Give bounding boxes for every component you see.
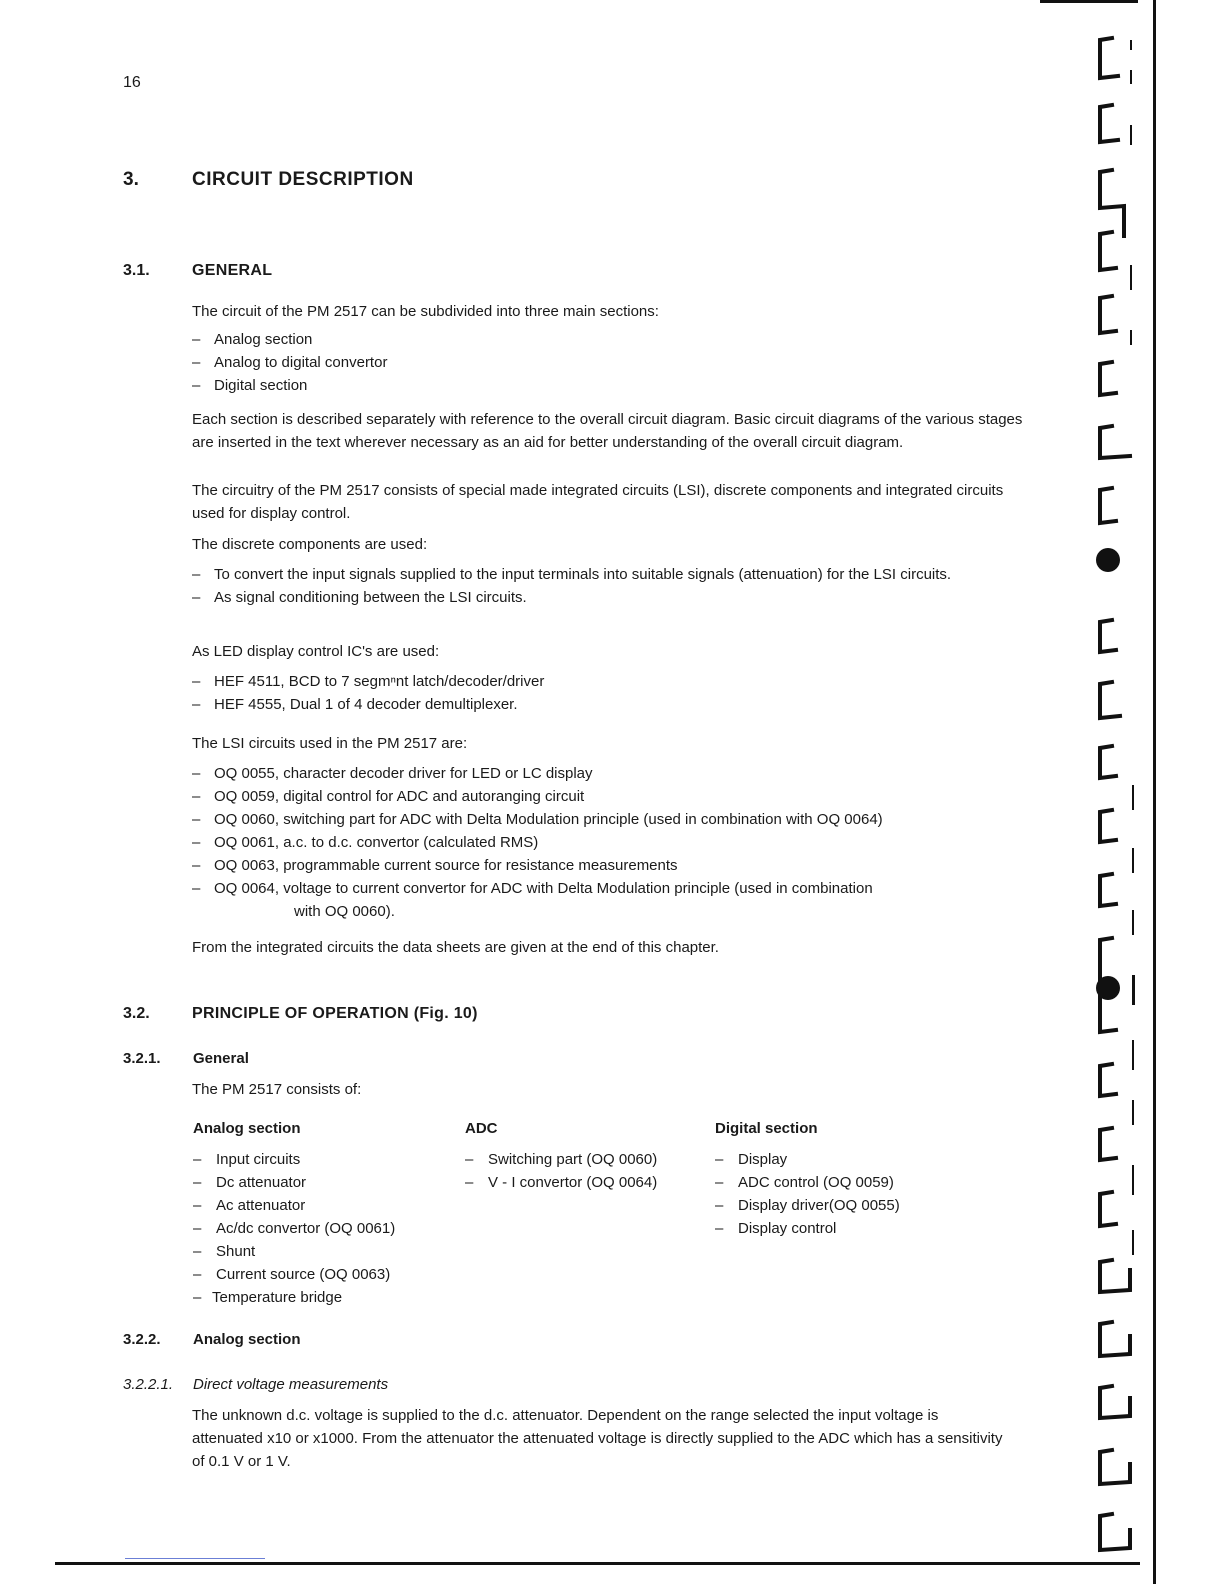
list-item: – As signal conditioning between the LSI circuits. xyxy=(192,589,527,606)
main-sections-list xyxy=(192,328,1032,397)
list-item: – Shunt xyxy=(193,1243,256,1260)
list-item: – Analog section xyxy=(192,331,313,348)
list-item: – Analog to digital convertor xyxy=(192,354,388,371)
discrete-intro: The discrete components are used: xyxy=(192,536,428,553)
list-item: – OQ 0055, character decoder driver for LED or LC display xyxy=(192,765,593,782)
list-item: – OQ 0059, digital control for ADC and autoranging circuit xyxy=(192,788,585,805)
column-heading: Analog section xyxy=(193,1120,301,1137)
discrete-list xyxy=(192,563,992,609)
list-item: – Input circuits xyxy=(193,1151,301,1168)
list-item: – Ac/dc convertor (OQ 0061) xyxy=(193,1220,396,1237)
column-adc xyxy=(465,1117,705,1194)
subsection-title-general: General xyxy=(193,1050,249,1067)
section-title-principle: PRINCIPLE OF OPERATION (Fig. 10) xyxy=(192,1005,478,1022)
page-number: 16 xyxy=(123,74,141,91)
consists-of-intro: The PM 2517 consists of: xyxy=(192,1081,362,1098)
list-item: – HEF 4511, BCD to 7 segmⁿnt latch/decoder/driver xyxy=(192,673,545,690)
spiral-binding xyxy=(1090,0,1224,1584)
chapter-title: CIRCUIT DESCRIPTION xyxy=(192,169,414,190)
general-closing: From the integrated circuits the data sheets are given at the end of this chapter. xyxy=(192,939,719,956)
chapter-number: 3. xyxy=(123,169,139,190)
list-item: – Dc attenuator xyxy=(193,1174,307,1191)
bottom-edge-rule xyxy=(55,1562,1140,1565)
list-item: – Current source (OQ 0063) xyxy=(193,1266,391,1283)
section-number-principle: 3.2. xyxy=(123,1005,150,1022)
list-item: – Display driver(OQ 0055) xyxy=(715,1197,900,1214)
subsection-number-analog: 3.2.2. xyxy=(123,1331,161,1348)
led-intro: As LED display control IC's are used: xyxy=(192,643,440,660)
section-number-general: 3.1. xyxy=(123,262,150,279)
direct-voltage-paragraph: The unknown d.c. voltage is supplied to the d.c. attenuator. Dependent on the range selected the input voltage is attenuated x10 or x1000. From the attenuator the attenuated voltage is directly supplied to the ADC which has a sensitivity of 0.1 V or 1 V. xyxy=(192,1407,1003,1470)
list-item: – OQ 0064, voltage to current convertor for ADC with Delta Modulation principle (used in combination with OQ 0060). xyxy=(192,880,873,920)
column-heading: Digital section xyxy=(715,1120,818,1137)
list-item: – Temperature bridge xyxy=(193,1289,343,1306)
general-paragraph-1: Each section is described separately with reference to the overall circuit diagram. Basic circuit diagrams of the various stages are inserted in the text wherever necessary as an aid for better understanding of the overall circuit diagram. xyxy=(192,411,1023,451)
list-item: – Ac attenuator xyxy=(193,1197,306,1214)
list-item: – OQ 0060, switching part for ADC with Delta Modulation principle (used in combination with OQ 0064) xyxy=(192,811,883,828)
list-item: – OQ 0063, programmable current source for resistance measurements xyxy=(192,857,678,874)
list-item: – V - I convertor (OQ 0064) xyxy=(465,1174,658,1191)
list-item: – OQ 0061, a.c. to d.c. convertor (calculated RMS) xyxy=(192,834,539,851)
column-heading: ADC xyxy=(465,1120,498,1137)
led-list xyxy=(192,670,1032,716)
list-item: – Display control xyxy=(715,1220,837,1237)
bottom-blue-mark xyxy=(125,1558,265,1559)
subsubsection-number-dv: 3.2.2.1. xyxy=(123,1376,174,1393)
column-analog-section xyxy=(193,1117,453,1309)
lsi-intro: The LSI circuits used in the PM 2517 are: xyxy=(192,735,468,752)
list-item: – ADC control (OQ 0059) xyxy=(715,1174,894,1191)
list-item: – HEF 4555, Dual 1 of 4 decoder demultiplexer. xyxy=(192,696,518,713)
subsection-title-analog: Analog section xyxy=(193,1331,301,1348)
list-item: – Switching part (OQ 0060) xyxy=(465,1151,658,1168)
list-item: – Display xyxy=(715,1151,788,1168)
list-item: – To convert the input signals supplied to the input terminals into suitable signals (attenuation) for the LSI circuits. xyxy=(192,566,952,583)
subsubsection-title-dv: Direct voltage measurements xyxy=(193,1376,389,1393)
lsi-list xyxy=(192,762,1032,923)
list-item: – Digital section xyxy=(192,377,308,394)
general-paragraph-2: The circuitry of the PM 2517 consists of special made integrated circuits (LSI), discrete components and integrated circuits used for display control. xyxy=(192,482,1004,522)
column-digital-section xyxy=(715,1117,975,1240)
general-intro: The circuit of the PM 2517 can be subdivided into three main sections: xyxy=(192,303,659,320)
section-title-general: GENERAL xyxy=(192,262,273,279)
subsection-number-general: 3.2.1. xyxy=(123,1050,161,1067)
